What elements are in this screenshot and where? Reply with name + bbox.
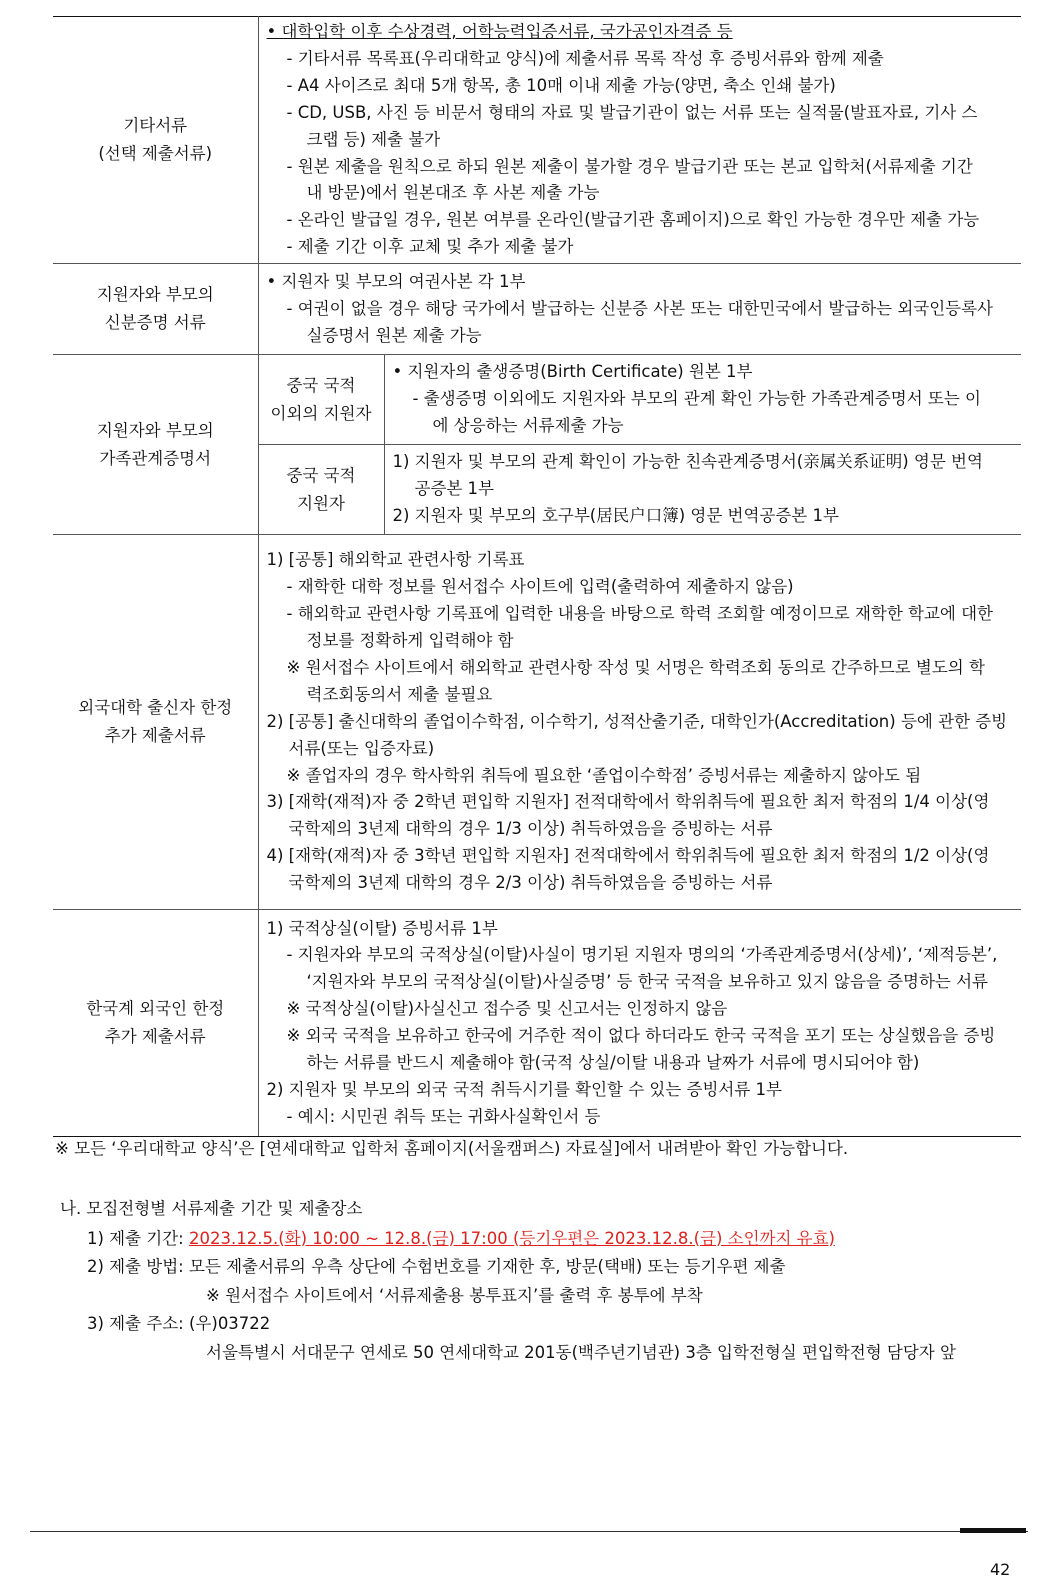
content-line: - 예시: 시민권 취득 또는 귀화사실확인서 등 [286,1106,601,1126]
content-line: - 재학한 대학 정보를 원서접수 사이트에 입력(출력하여 제출하지 않음) [286,577,794,597]
row-label-line: 지원자와 부모의 [96,285,214,305]
row-label-line: (선택 제출서류) [98,144,213,164]
period-label: 1) 제출 기간: [87,1228,184,1248]
row-label-line: 가족관계증명서 [99,448,212,468]
sub-label-non-chinese [258,355,384,445]
submission-section [60,1195,956,1367]
content-line: 하는 서류를 반드시 제출해야 함(국적 상실/이탈 내용과 날짜가 서류에 명시되어야 함) [306,1053,920,1073]
content-line: • 지원자의 출생증명(Birth Certificate) 원본 1부 [392,362,753,382]
content-line: 공증본 1부 [414,479,494,499]
table-row-other-documents [53,17,1021,264]
content-line: 국학제의 3년제 대학의 경우 1/3 이상) 취득하였음을 증빙하는 서류 [288,819,773,839]
content-line: 3) [재학(재적)자 중 2학년 편입학 지원자] 전적대학에서 학위취득에 필요한 최저 학점의 1/4 이상(영 [266,792,990,812]
content-line: 2) 지원자 및 부모의 호구부(居民户口簿) 영문 번역공증본 1부 [392,506,839,526]
content-line: - 해외학교 관련사항 기록표에 입력한 내용을 바탕으로 학력 조회할 예정이므로 재학한 학교에 대한 [286,604,993,624]
row-label [53,355,258,535]
row-content [258,910,1021,1137]
sub-label-chinese [258,445,384,535]
row-label-line: 한국계 외국인 한정 [86,999,225,1019]
document-table [53,16,1021,1137]
sub-label-line: 이외의 지원자 [270,403,372,423]
content-line: - 출생증명 이외에도 지원자와 부모의 관계 확인 가능한 가족관계증명서 또는 이 [412,389,981,409]
content-line: • 지원자 및 부모의 여권사본 각 1부 [266,271,526,291]
content-line: ※ 졸업자의 경우 학사학위 취득에 필요한 ‘졸업이수학점’ 증빙서류는 제출하지 않아도 됨 [286,765,922,785]
content-line: ※ 원서접수 사이트에서 해외학교 관련사항 작성 및 서명은 학력조회 동의로 간주하므로 별도의 학 [286,657,985,677]
content-line: - 지원자와 부모의 국적상실(이탈)사실이 명기된 지원자 명의의 ‘가족관계증명서(상세)’, ‘제적등본’, [286,945,998,965]
period-row [60,1225,956,1254]
row-label-line: 추가 제출서류 [104,1027,206,1047]
method-label: 2) 제출 방법: [87,1257,184,1276]
row-label-line: 외국대학 출신자 한정 [78,698,233,718]
row-content [258,17,1021,264]
content-line: 4) [재학(재적)자 중 3학년 편입학 지원자] 전적대학에서 학위취득에 필요한 최저 학점의 1/2 이상(영 [266,846,990,866]
content-line: - A4 사이즈로 최대 5개 항목, 총 10매 이내 제출 가능(양면, 축소 인쇄 불가) [286,75,836,95]
address-label: 3) 제출 주소: [87,1314,184,1333]
content-line: 서류(또는 입증자료) [288,738,435,758]
content-line: - 여권이 없을 경우 해당 국가에서 발급하는 신분증 사본 또는 대한민국에서 발급하는 외국인등록사 [286,298,993,318]
row-label-line: 신분증명 서류 [104,313,206,333]
footer-rule [30,1531,1028,1532]
content-line: - 온라인 발급일 경우, 원본 여부를 온라인(발급기관 홈페이지)으로 확인 가능한 경우만 제출 가능 [286,210,980,230]
page-number-bar [960,1528,1026,1533]
content-line: 정보를 정확하게 입력해야 함 [306,630,514,650]
page-number: 42 [990,1560,1011,1579]
content-line: 1) 국적상실(이탈) 증빙서류 1부 [266,918,498,938]
content-line: 내 방문)에서 원본대조 후 사본 제출 가능 [306,183,600,203]
table-row-korean-foreigner [53,910,1021,1137]
content-line: 1) 지원자 및 부모의 관계 확인이 가능한 친속관계증명서(亲属关系证明) 영문 번역 [392,452,983,472]
table-row-foreign-university [53,535,1021,910]
content-line: ※ 외국 국적을 보유하고 한국에 거주한 적이 없다 하더라도 한국 국적을 포기 또는 상실했음을 증빙 [286,1026,996,1046]
method-row [60,1253,956,1282]
content-line: • 대학입학 이후 수상경력, 어학능력입증서류, 국가공인자격증 등 [266,22,733,41]
content-line: 력조회동의서 제출 불필요 [306,684,493,704]
content-line: 2) 지원자 및 부모의 외국 국적 취득시기를 확인할 수 있는 증빙서류 1부 [266,1079,782,1099]
row-label [53,910,258,1137]
section-title: 나. 모집전형별 서류제출 기간 및 제출장소 [60,1199,363,1218]
sub-label-line: 중국 국적 [286,465,356,485]
content-line: ※ 국적상실(이탈)사실신고 접수증 및 신고서는 인정하지 않음 [286,999,728,1019]
table-row-identity-documents [53,264,1021,355]
period-value: 2023.12.5.(화) 10:00 ~ 12.8.(금) 17:00 (등기우편은 2023.12.8.(금) 소인까지 유효) [189,1228,835,1248]
row-content [258,535,1021,910]
content-line: 1) [공통] 해외학교 관련사항 기록표 [266,550,525,570]
address-row [60,1310,956,1339]
content-line: 2) [공통] 출신대학의 졸업이수학점, 이수학기, 성적산출기준, 대학인가(Accreditation) 등에 관한 증빙 [266,711,1008,731]
sub-content [384,355,1021,445]
sub-label-line: 중국 국적 [286,375,356,395]
content-line: 국학제의 3년제 대학의 경우 2/3 이상) 취득하였음을 증빙하는 서류 [288,873,773,893]
content-line: 크랩 등) 제출 불가 [306,129,441,149]
content-line: - CD, USB, 사진 등 비문서 형태의 자료 및 발급기관이 없는 서류 또는 실적물(발표자료, 기사 스 [286,102,978,122]
table-row-family-relation [53,355,1021,445]
row-label-line: 지원자와 부모의 [96,420,214,440]
sub-content [384,445,1021,535]
row-content [258,264,1021,355]
address-line: 서울특별시 서대문구 연세로 50 연세대학교 201동(백주년기념관) 3층 입학전형실 편입학전형 담당자 앞 [206,1342,956,1362]
row-label [53,264,258,355]
content-line: 실증명서 원본 제출 가능 [306,325,482,345]
content-line: - 원본 제출을 원칙으로 하되 원본 제출이 불가할 경우 발급기관 또는 본교 입학처(서류제출 기간 [286,156,973,176]
content-line: - 기타서류 목록표(우리대학교 양식)에 제출서류 목록 작성 후 증빙서류와 함께 제출 [286,48,884,68]
address-zip: (우)03722 [189,1314,271,1333]
row-label-line: 추가 제출서류 [104,726,206,746]
content-line: ‘지원자와 부모의 국적상실(이탈)사실증명’ 등 한국 국적을 보유하고 있지 않음을 증명하는 서류 [306,972,988,992]
method-note: ※ 원서접수 사이트에서 ‘서류제출용 봉투표지’를 출력 후 봉투에 부착 [206,1285,703,1305]
method-value: 모든 제출서류의 우측 상단에 수험번호를 기재한 후, 방문(택배) 또는 등기우편 제출 [189,1257,786,1276]
sub-label-line: 지원자 [297,493,345,513]
row-label [53,17,258,264]
row-label-line: 기타서류 [123,116,188,136]
content-line: 에 상응하는 서류제출 가능 [432,416,624,436]
row-label [53,535,258,910]
content-line: - 제출 기간 이후 교체 및 추가 제출 불가 [286,237,574,257]
footnote: ※ 모든 ‘우리대학교 양식’은 [연세대학교 입학처 홈페이지(서울캠퍼스) 자료실]에서 내려받아 확인 가능합니다. [55,1139,849,1158]
